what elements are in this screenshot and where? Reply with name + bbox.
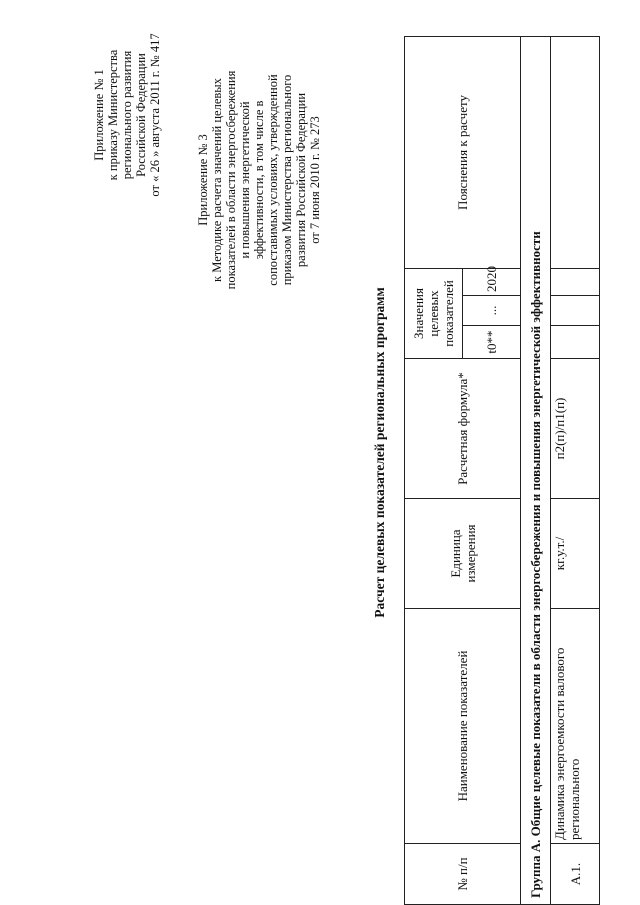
row-num: А.1. (551, 844, 600, 905)
header-line: приказом Министерства регионального (280, 74, 294, 286)
header-year-start: t0** (463, 326, 521, 359)
header-unit: Единица измерения (405, 499, 521, 609)
row-value-end (551, 268, 600, 295)
indicators-table (404, 36, 600, 905)
header-line: регионального развития (120, 50, 134, 180)
row-value-mid (551, 296, 600, 326)
header-line: Приложение № 1 (92, 69, 106, 161)
header-line: сопоставимых условиях, утвержденной (266, 74, 280, 286)
appendix-1-header (92, 15, 162, 215)
header-year-mid: ... (463, 296, 521, 326)
header-line: Приложение № 3 (196, 134, 210, 226)
row-notes (551, 36, 600, 268)
row-value-start (551, 326, 600, 359)
header-line: и повышения энергетической (238, 101, 252, 259)
header-line: эффективности, в том числе в (252, 100, 266, 260)
header-line: показателей в области энергосбережения (224, 70, 238, 290)
header-line: к Методике расчета значений целевых (210, 78, 224, 282)
header-notes: Пояснения к расчету (405, 36, 521, 268)
header-line: Российской Федерации (134, 53, 148, 177)
page-title: Расчет целевых показателей региональных программ (372, 287, 387, 618)
row-name: Динамика энергоемкости валового регионального (551, 609, 600, 844)
header-line: развития Российской Федерации (294, 92, 308, 268)
header-name: Наименование показателей (405, 609, 521, 844)
header-values: Значения целевых показателей (405, 268, 463, 358)
header-line: к приказу Министерства (106, 49, 120, 181)
header-line: от 7 июня 2010 г. № 273 (308, 116, 322, 244)
header-num: № п/п (405, 844, 521, 905)
row-unit: кг.у.т./ (551, 499, 600, 609)
header-line: от « 26 » августа 2011 г. № 417 (148, 33, 162, 197)
row-formula: п2(п)/п1(п) (551, 359, 600, 499)
appendix-3-header (196, 15, 322, 345)
group-a-row: Группа А. Общие целевые показатели в области энергосбережения и повышения энергетической эффективности (521, 36, 551, 904)
header-year-end: 2020 (463, 268, 521, 295)
header-formula: Расчетная формула* (405, 359, 521, 499)
